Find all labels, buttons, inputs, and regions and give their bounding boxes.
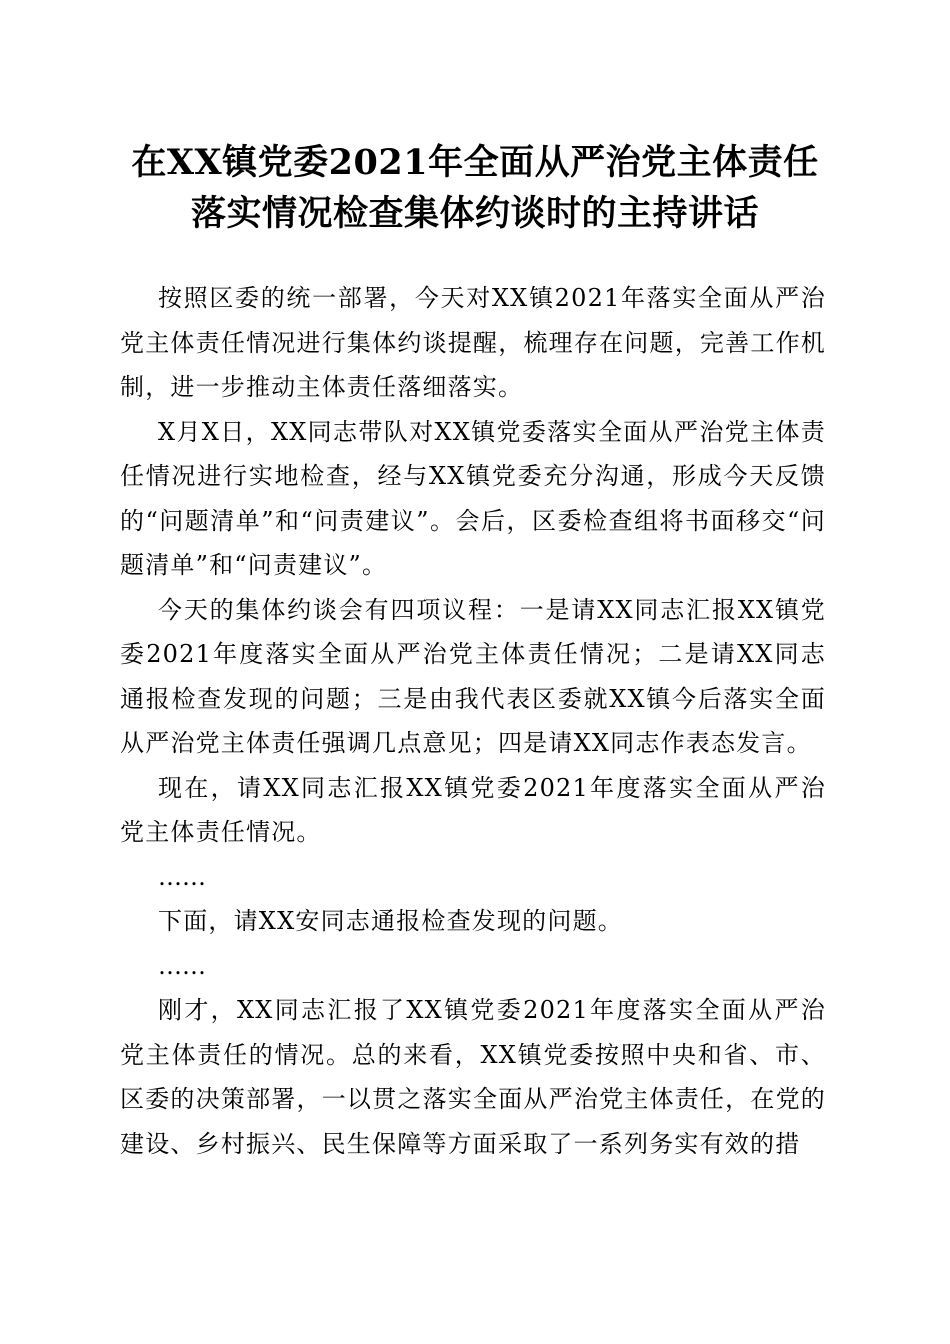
paragraph-report-request: 现在，请XX同志汇报XX镇党委2021年度落实全面从严治党主体责任情况。 [120,773,826,846]
title-line-2: 落实情况检查集体约谈时的主持讲话 [190,193,759,234]
document-body [120,276,826,1166]
title-line-1: 在XX镇党委2021年全面从严治党主体责任 [131,142,819,183]
ellipsis-1: …… [158,862,206,891]
paragraph-inspection: X月X日，XX同志带队对XX镇党委落实全面从严治党主体责任情况进行实地检查，经与XX镇党委充分沟通，形成今天反馈的“问题清单”和“问责建议”。会后，区委检查组将书面移交“问题清单”和“问责建议”。 [120,417,826,579]
ellipsis-2: …… [158,951,206,980]
paragraph-intro: 按照区委的统一部署，今天对XX镇2021年落实全面从严治党主体责任情况进行集体约谈提醒，梳理存在问题，完善工作机制，进一步推动主体责任落细落实。 [120,284,826,401]
document-title [100,137,850,239]
paragraph-summary: 刚才，XX同志汇报了XX镇党委2021年度落实全面从严治党主体责任的情况。总的来看，XX镇党委按照中央和省、市、区委的决策部署，一以贯之落实全面从严治党主体责任，在党的建设、乡村振兴、民生保障等方面采取了一系列务实有效的措 [120,996,826,1158]
paragraph-problem-notice: 下面，请XX安同志通报检查发现的问题。 [158,907,623,935]
paragraph-agenda: 今天的集体约谈会有四项议程：一是请XX同志汇报XX镇党委2021年度落实全面从严治党主体责任情况；二是请XX同志通报检查发现的问题；三是由我代表区委就XX镇今后落实全面从严治党主体责任强调几点意见；四是请XX同志作表态发言。 [120,595,826,757]
